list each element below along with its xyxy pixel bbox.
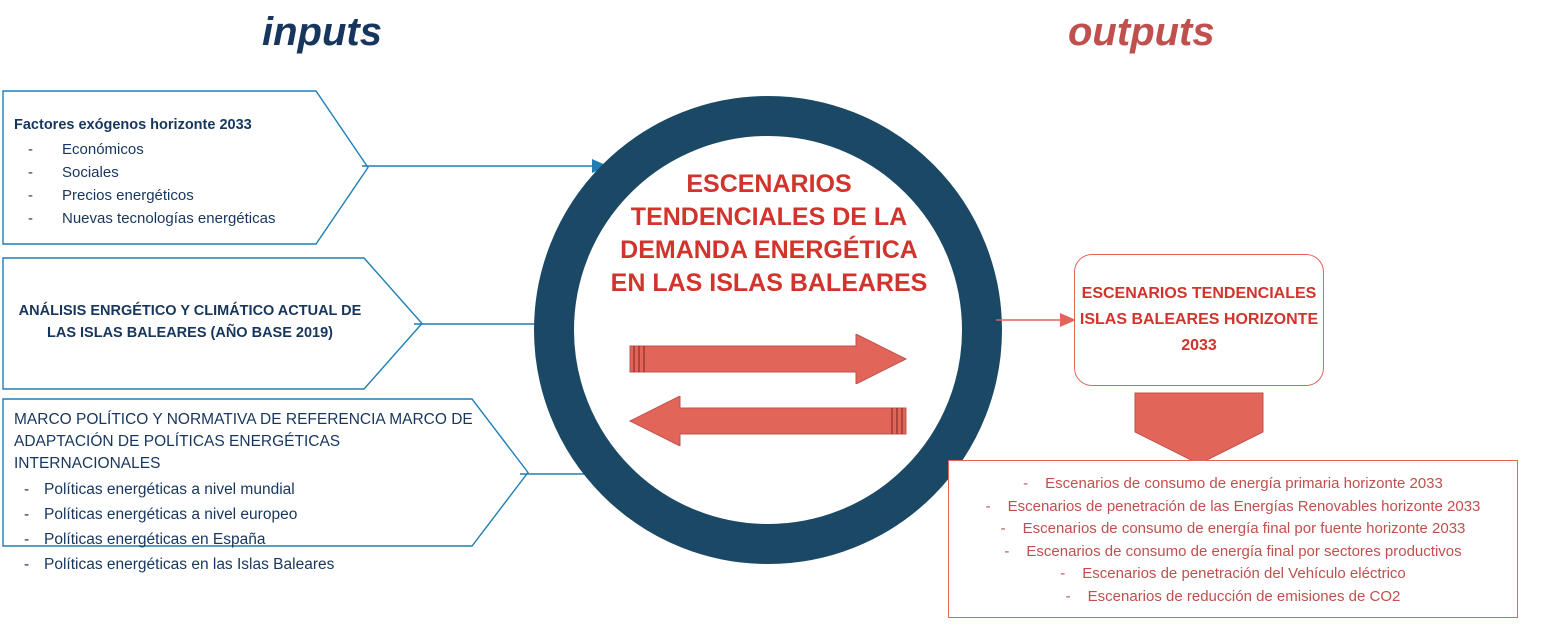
input-chevron-2 xyxy=(10,300,370,344)
input-chevron-3 xyxy=(14,409,484,577)
down-arrow-icon xyxy=(1134,392,1264,466)
input-chevron-3-title: MARCO POLÍTICO Y NORMATIVA DE REFERENCIA MARCO DE ADAPTACIÓN DE POLÍTICAS ENERGÉTICAS INTERNACIONALES xyxy=(14,411,473,472)
list-item-label: Escenarios de consumo de energía final por sectores productivos xyxy=(1026,542,1462,560)
bullet-dash: - xyxy=(985,497,991,515)
input-chevron-1-title: Factores exógenos horizonte 2033 xyxy=(14,117,252,133)
list-item-label: Escenarios de penetración de las Energías Renovables horizonte 2033 xyxy=(1007,497,1481,515)
list-item xyxy=(959,496,1507,519)
bullet-dash: - xyxy=(1004,542,1010,560)
inputs-heading: inputs xyxy=(262,10,382,54)
output-box xyxy=(1074,254,1324,386)
list-item: - Precios energéticos xyxy=(14,184,354,207)
outputs-heading: outputs xyxy=(1068,10,1215,54)
output-box-label: ESCENARIOS TENDENCIALES ISLAS BALEARES HORIZONTE 2033 xyxy=(1079,285,1319,354)
connector-center-to-output xyxy=(994,306,1078,336)
list-item xyxy=(959,586,1507,609)
list-item: - Políticas energéticas a nivel europeo xyxy=(14,502,484,527)
right-arrow-icon xyxy=(626,334,908,384)
left-arrow-icon xyxy=(628,396,910,446)
bullet-dash: - xyxy=(1060,565,1066,582)
list-item-label: Escenarios de reducción de emisiones de CO2 xyxy=(1087,587,1401,605)
list-item-label: Escenarios de consumo de energía primaria horizonte 2033 xyxy=(1045,475,1443,492)
list-item xyxy=(959,541,1507,564)
connector-input1-to-center xyxy=(360,150,610,180)
list-item-label: Escenarios de penetración del Vehículo eléctrico xyxy=(1082,565,1406,582)
input-chevron-2-title: ANÁLISIS ENRGÉTICO Y CLIMÁTICO ACTUAL DE LAS ISLAS BALEARES (AÑO BASE 2019) xyxy=(18,303,362,341)
list-item xyxy=(959,563,1507,586)
list-item-label: Escenarios de consumo de energía final por fuente horizonte 2033 xyxy=(1022,520,1466,537)
list-item xyxy=(959,518,1507,541)
list-item: - Sociales xyxy=(14,161,354,184)
input-chevron-1-list xyxy=(14,138,354,230)
output-list-box xyxy=(948,460,1518,618)
bullet-dash: - xyxy=(1000,520,1006,537)
input-chevron-1 xyxy=(14,114,354,230)
list-item: - Políticas energéticas en España xyxy=(14,527,484,552)
list-item: - Nuevas tecnologías energéticas xyxy=(14,207,354,230)
output-list xyxy=(959,473,1507,608)
input-chevron-3-list xyxy=(14,477,484,577)
bullet-dash: - xyxy=(1065,587,1071,605)
bullet-dash: - xyxy=(1023,475,1029,492)
center-ring xyxy=(534,96,1002,564)
list-item: - Económicos xyxy=(14,138,354,161)
list-item: - Políticas energéticas a nivel mundial xyxy=(14,477,484,502)
center-label: ESCENARIOS TENDENCIALES DE LA DEMANDA ENERGÉTICA EN LAS ISLAS BALEARES xyxy=(610,170,928,297)
list-item xyxy=(959,473,1507,496)
list-item: - Políticas energéticas en las Islas Baleares xyxy=(14,552,484,577)
